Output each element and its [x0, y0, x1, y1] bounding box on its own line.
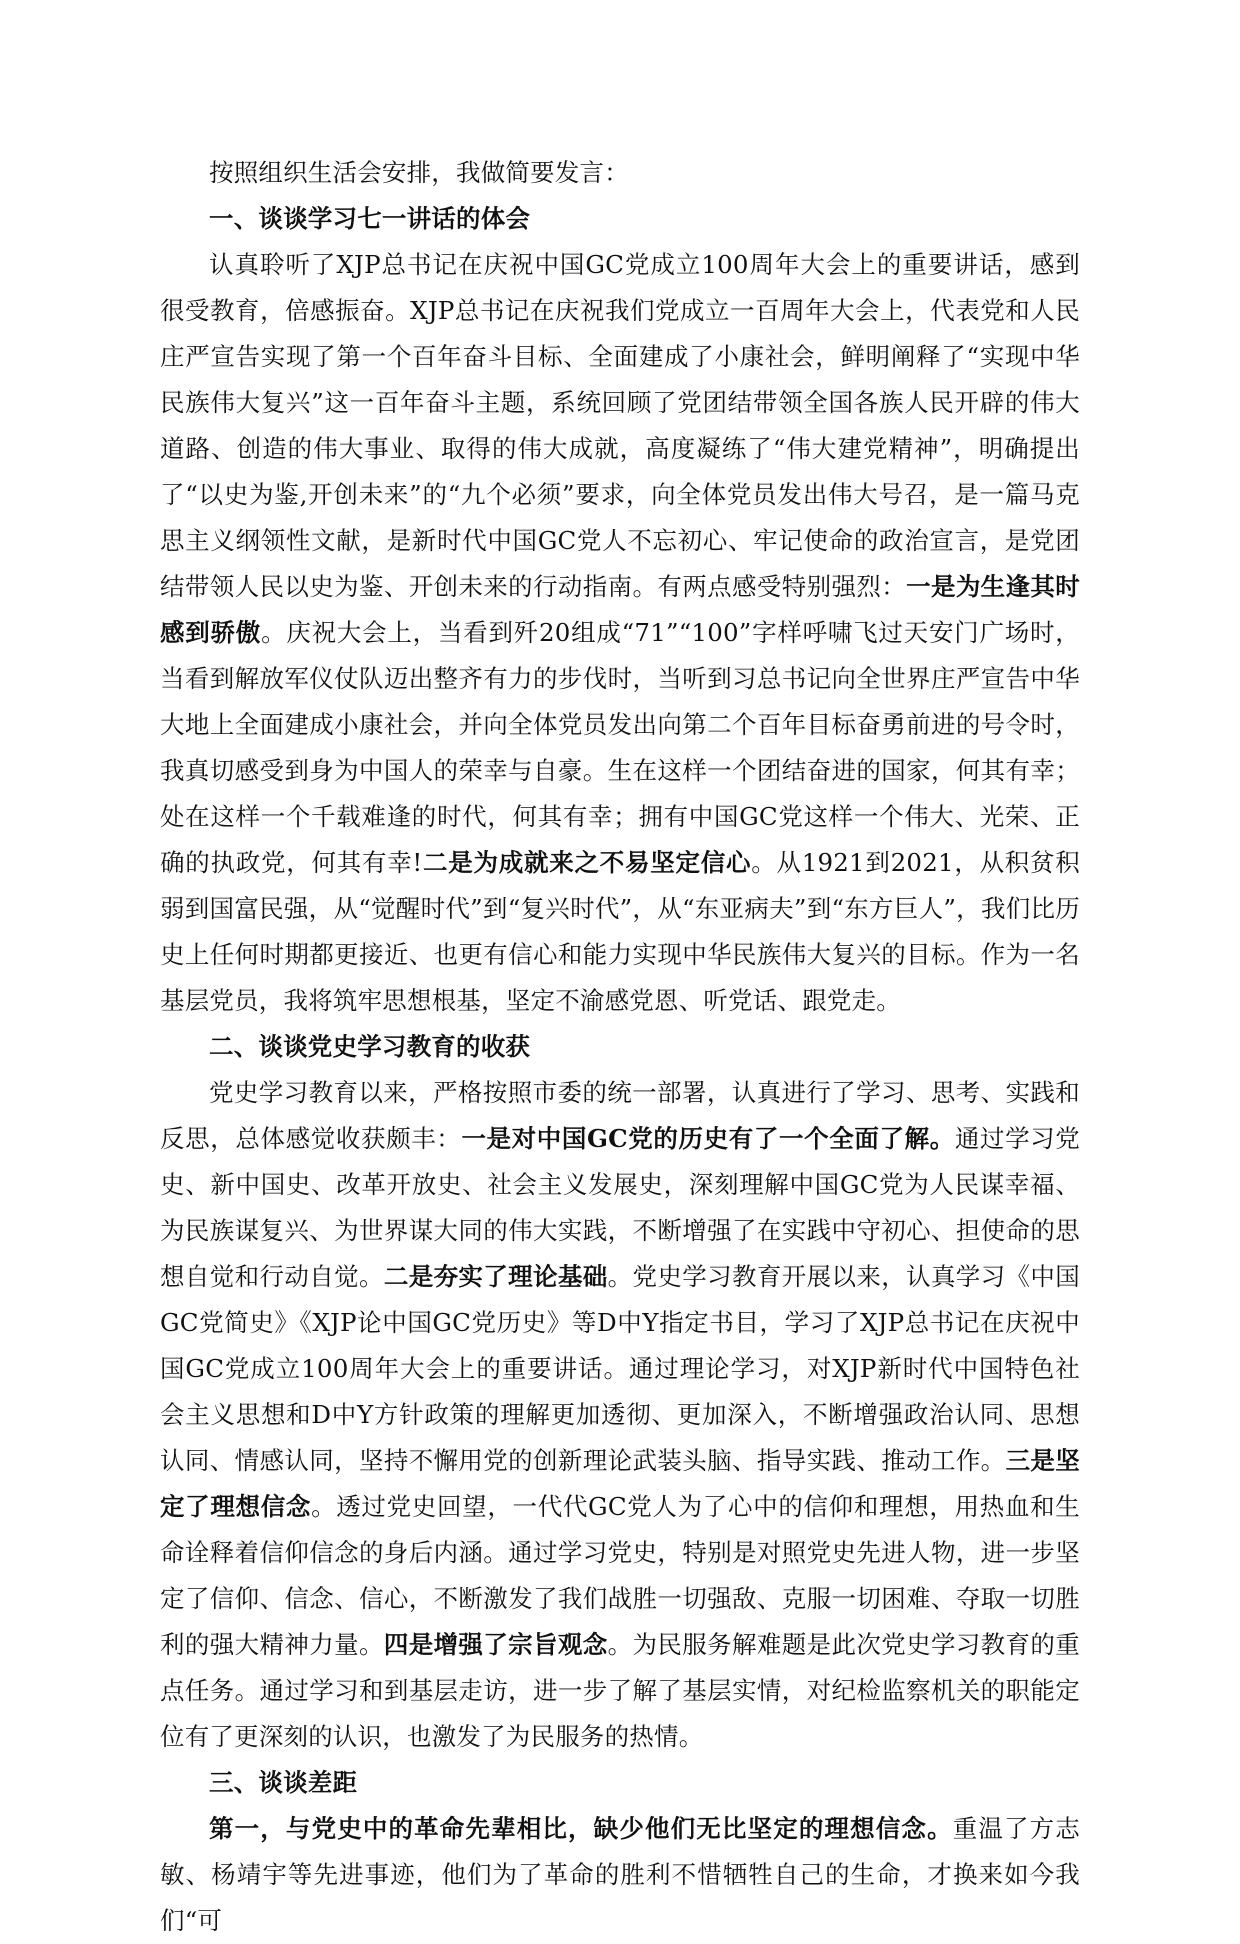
s2-text-c: 通过学习党史、新中国史、改革开放史、社会主义发展史，深刻理解中国GC党为人民谋幸福、为民族谋复兴、为世界谋大同的伟大实践，不断增强了在实践中守初心、担使命的思想自觉和行动自觉。: [160, 1124, 1081, 1291]
s1-text-d: 。从1921到2021，从积贫积弱到国富民强，从“觉醒时代”到“复兴时代”，从“东亚病夫”到“东方巨人”，我们比历史上任何时期都更接近、也更有信心和能力实现中华民族伟大复兴的目标。作为一名基层党员，我将筑牢思想根基，坚定不渝感党恩、听党话、跟党走。: [160, 848, 1080, 1015]
s1-bold-2: 二是为成就来之不易坚定信心: [422, 848, 752, 877]
section-2-heading: 二、谈谈党史学习教育的收获: [209, 1032, 531, 1061]
document-page: [160, 150, 1080, 1944]
s2-text-e: 。透过党史回望，一代代GC党人为了心中的信仰和理想，用热血和生命诠释着信仰信念的身后内涵。通过学习党史，特别是对照党史先进人物，进一步坚定了信仰、信念、信心，不断激发了我们战胜一切强敌、克服一切困难、夺取一切胜利的强大精神力量。: [160, 1492, 1080, 1659]
section-1-paragraph: [160, 242, 1080, 1024]
section-3-paragraph: [160, 1806, 1080, 1944]
s3-text-a: 重温了方志敏、杨靖宇等先进事迹，他们为了革命的胜利不惜牺牲自己的生命，才换来如今我们“可: [160, 1814, 1081, 1935]
intro-paragraph: 按照组织生活会安排，我做简要发言：: [209, 158, 629, 187]
s1-bold-1: 一是为生逢其时感到骄傲: [160, 572, 1080, 647]
s2-bold-2: 二是夯实了理论基础: [383, 1262, 608, 1291]
s1-text-c: 。庆祝大会上，当看到歼20组成“71”“100”字样呼啸飞过天安门广场时，当看到解放军仪仗队迈出整齐有力的步伐时，当听到习总书记向全世界庄严宣告中华大地上全面建成小康社会，并向全体党员发出向第二个百年目标奋勇前进的号令时，我真切感受到身为中国人的荣幸与自豪。生在这样一个团结奋进的国家，何其有幸；处在这样一个千载难逢的时代，何其有幸；拥有中国GC党这样一个伟大、光荣、正确的执政党，何其有幸!: [160, 618, 1080, 877]
s2-text-a: 党史学习教育以来，严格按照市委的统一部署，认真进行了学习、思考、实践和反思，总体感觉收获颇丰：: [160, 1078, 1080, 1153]
s2-bold-4: 四是增强了宗旨观念: [383, 1630, 608, 1659]
s2-bold-1: 一是对中国GC党的历史有了一个全面了解。: [461, 1124, 955, 1153]
section-2-paragraph: [160, 1070, 1080, 1760]
section-1-heading: 一、谈谈学习七一讲话的体会: [209, 204, 531, 233]
s1-text-a: 认真聆听了XJP总书记在庆祝中国GC党成立100周年大会上的重要讲话，感到很受教育，倍感振奋。XJP总书记在庆祝我们党成立一百周年大会上，代表党和人民庄严宣告实现了第一个百年奋斗目标、全面建成了小康社会，鲜明阐释了“实现中华民族伟大复兴”这一百年奋斗主题，系统回顾了党团结带领全国各族人民开辟的伟大道路、创造的伟大事业、取得的伟大成就，高度凝练了“伟大建党精神”，明确提出了“以史为鉴,开创未来”的“九个必须”要求，向全体党员发出伟大号召，是一篇马克思主义纲领性文献，是新时代中国GC党人不忘初心、牢记使命的政治宣言，是党团结带领人民以史为鉴、开创未来的行动指南。有两点感受特别强烈：: [160, 250, 1080, 601]
s2-text-f: 。为民服务解难题是此次党史学习教育的重点任务。通过学习和到基层走访，进一步了解了基层实情，对纪检监察机关的职能定位有了更深刻的认识，也激发了为民服务的热情。: [160, 1630, 1080, 1751]
s3-bold-1: 第一，与党史中的革命先辈相比，缺少他们无比坚定的理想信念。: [209, 1814, 953, 1843]
s2-bold-3: 三是坚定了理想信念: [160, 1446, 1081, 1521]
s2-text-d: 。党史学习教育开展以来，认真学习《中国GC党简史》《XJP论中国GC党历史》等D中Y指定书目，学习了XJP总书记在庆祝中国GC党成立100周年大会上的重要讲话。通过理论学习，对XJP新时代中国特色社会主义思想和D中Y方针政策的理解更加透彻、更加深入，不断增强政治认同、思想认同、情感认同，坚持不懈用党的创新理论武装头脑、指导实践、推动工作。: [160, 1262, 1080, 1475]
section-3-heading: 三、谈谈差距: [209, 1768, 358, 1797]
